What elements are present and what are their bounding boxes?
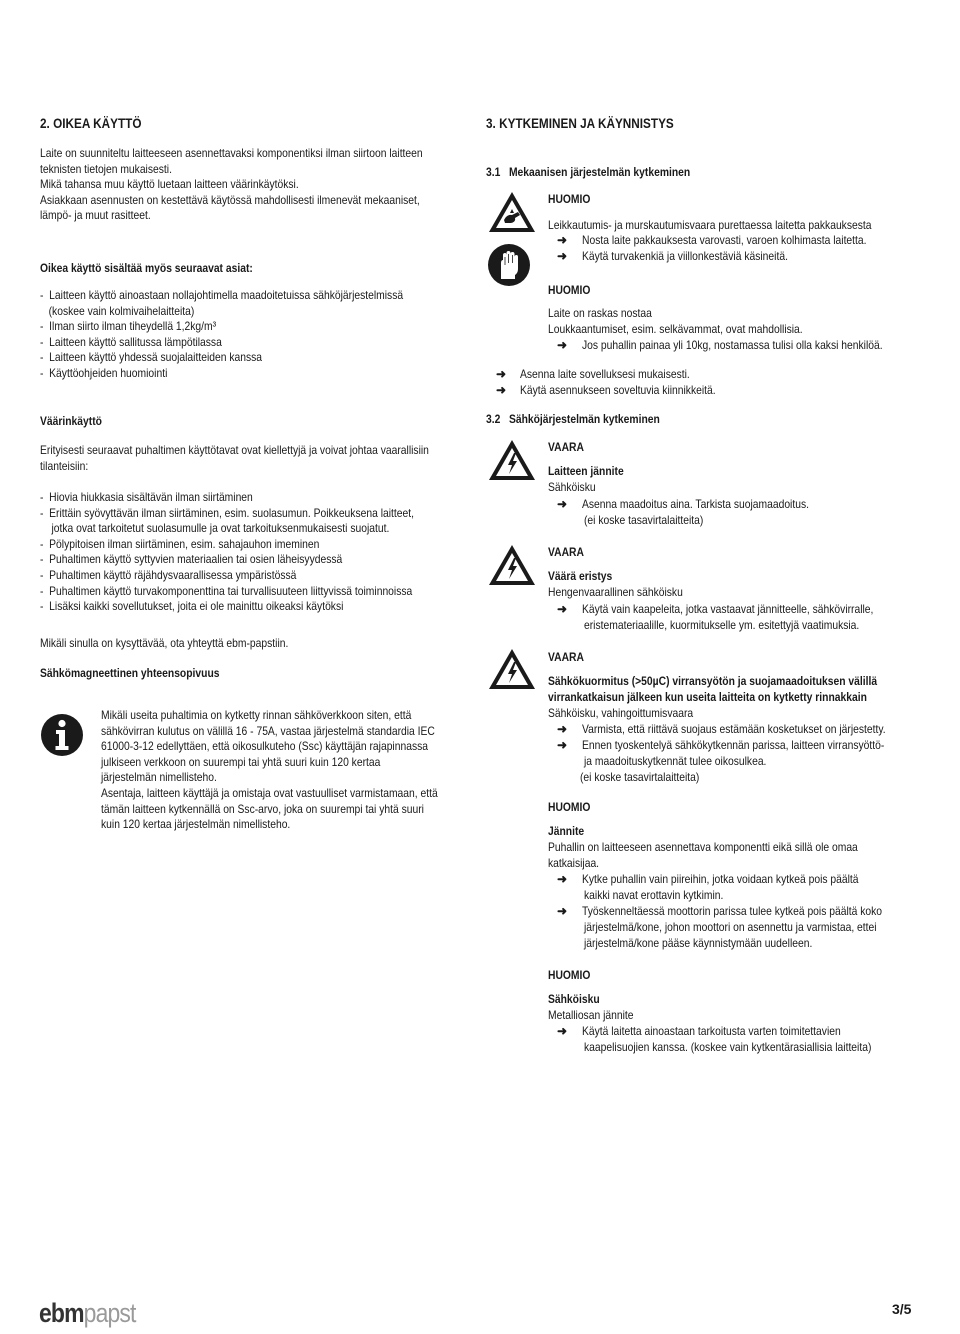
- notice-text: Metalliosan jännite: [548, 1008, 634, 1022]
- text-line: teknisten tietojen mukaisesti.: [40, 161, 172, 176]
- list-item: - Laitteen käyttö ainoastaan nollajohtimella maadoitetuissa sähköjärjestelmissä: [40, 288, 404, 302]
- high-voltage-icon: [487, 647, 537, 691]
- instruction: Asenna maadoitus aina. Tarkista suojamaadoitus.: [582, 497, 809, 511]
- instruction-note: (ei koske tasavirtalaitteita): [580, 770, 700, 784]
- high-voltage-icon: [487, 438, 537, 482]
- misuse-intro: [40, 443, 492, 474]
- instruction-continued: (ei koske tasavirtalaitteita): [584, 513, 704, 527]
- text-line: tilanteisiin:: [40, 458, 89, 473]
- list-item: - Puhaltimen käyttö räjähdysvaarallisessa ympäristössä: [40, 567, 297, 582]
- proper-use-list: [40, 288, 462, 382]
- danger-label: VAARA: [548, 650, 584, 664]
- instruction-continued: eristemateriaalille, kuormitukselle ym. esitettyjä vaatimuksia.: [584, 618, 860, 632]
- text-line: lämpö- ja muut rasitteet.: [40, 208, 151, 223]
- arrow-right-icon: ➜: [557, 1024, 568, 1038]
- list-item: - Laitteen käyttö yhdessä suojalaitteiden kanssa: [40, 350, 263, 365]
- notice-title: Sähköisku: [548, 992, 600, 1006]
- ebmpapst-logo: [39, 1298, 136, 1329]
- instruction: Käytä turvakenkiä ja viillonkestäviä käsineitä.: [582, 249, 788, 263]
- text-line: 61000-3-12 edellyttäen, että oikosulkuteho (Ssc) käyttäjän rajapinnassa: [101, 739, 429, 754]
- text-line: kuin 120 kertaa järjestelmän nimellisteho.: [101, 817, 291, 832]
- arrow-right-icon: ➜: [557, 738, 568, 752]
- misuse-heading: Väärinkäyttö: [40, 414, 102, 428]
- danger-label: VAARA: [548, 440, 584, 454]
- arrow-right-icon: ➜: [557, 872, 568, 886]
- arrow-right-icon: ➜: [557, 497, 568, 511]
- notice-text: Puhallin on laitteeseen asennettava komponentti eikä sillä ole omaa: [548, 840, 858, 854]
- list-item: (koskee vain kolmivaihelaitteita): [40, 303, 195, 318]
- text-line: sähkövirran kulutus on välillä 16 - 75A, vastaa järjestelmä standardia IEC: [101, 723, 435, 738]
- danger-subtitle: Sähköisku, vahingoittumisvaara: [548, 706, 694, 720]
- notice-label: HUOMIO: [548, 283, 591, 297]
- text-line: Laite on suunniteltu laitteeseen asennettavaksi komponentiksi ilman siirtoon laitteen: [40, 146, 423, 160]
- danger-label: VAARA: [548, 545, 584, 559]
- arrow-right-icon: ➜: [557, 249, 568, 263]
- text-line: Mikäli useita puhaltimia on kytketty rinnan sähköverkkoon siten, että: [101, 708, 412, 722]
- arrow-right-icon: ➜: [557, 904, 568, 918]
- instruction: Ennen tyoskentelyä sähkökytkennän parissa, laitteen virransyöttö-: [582, 738, 885, 752]
- list-item: - Hiovia hiukkasia sisältävän ilman siirtäminen: [40, 490, 253, 504]
- instruction: Työskenneltäessä moottorin parissa tulee kytkeä pois päältä koko: [582, 904, 883, 918]
- instruction-continued: järjestelmä/kone pääse käynnistymään uudelleen.: [584, 936, 813, 950]
- danger-title: virrankatkaisun jälkeen kun useita laitteita on kytketty rinnakkain: [548, 690, 867, 704]
- list-item: - Lisäksi kaikki sovellutukset, joita ei ole mainittu oikeaksi käytöksi: [40, 599, 344, 614]
- list-item: - Laitteen käyttö sallitussa lämpötilassa: [40, 334, 222, 349]
- text-line: Mikä tahansa muu käyttö luetaan laitteen väärinkäytöksi.: [40, 177, 299, 192]
- notice-label: HUOMIO: [548, 968, 591, 982]
- danger-title: Laitteen jännite: [548, 464, 624, 478]
- notice-text: Laite on raskas nostaa: [548, 306, 652, 320]
- text-line: Erityisesti seuraavat puhaltimen käyttötavat ovat kiellettyjä ja voivat johtaa vaarallisiin: [40, 443, 429, 457]
- proper-use-subheading: Oikea käyttö sisältää myös seuraavat asiat:: [40, 261, 253, 275]
- crush-hazard-icon: [487, 190, 537, 234]
- arrow-right-icon: ➜: [496, 383, 507, 397]
- list-item: - Pölypitoisen ilman siirtäminen, esim. sahajauhon imeminen: [40, 536, 320, 551]
- instruction-continued: järjestelmä/kone, johon moottori on asennettu ja varmistaa, ettei: [584, 920, 877, 934]
- instruction: Käytä laitetta ainoastaan tarkoitusta varten toimitettavien: [582, 1024, 841, 1038]
- text-line: Asiakkaan asennusten on kestettävä käytössä mahdollisesti ilmenevät mekaaniset,: [40, 192, 420, 207]
- page-number: 3/5: [892, 1301, 912, 1317]
- list-item: - Ilman siirto ilman tiheydellä 1,2kg/m³: [40, 319, 217, 334]
- section-3-heading: 3. KYTKEMINEN JA KÄYNNISTYS: [486, 115, 674, 131]
- instruction-continued: kaikki navat erottavin kytkimin.: [584, 888, 724, 902]
- arrow-right-icon: ➜: [496, 367, 507, 381]
- text-line: järjestelmän nimellisteho.: [101, 770, 217, 785]
- list-item: - Käyttöohjeiden huomiointi: [40, 365, 168, 380]
- arrow-right-icon: ➜: [557, 338, 568, 352]
- logo-part-light: papst: [83, 1298, 136, 1328]
- emc-paragraph: [101, 708, 493, 833]
- list-item: jotka ovat tarkoitetut suolasumulle ja ovat tarkoituksenmukaisesti suojatut.: [40, 521, 390, 536]
- contact-text: Mikäli sinulla on kysyttävää, ota yhteyttä ebm-papstiin.: [40, 636, 289, 650]
- section-2-heading: 2. OIKEA KÄYTTÖ: [40, 115, 142, 131]
- instruction: Käytä asennukseen soveltuvia kiinnikkeitä.: [520, 383, 716, 397]
- notice-text: katkaisijaa.: [548, 856, 600, 870]
- instruction: Asenna laite sovelluksesi mukaisesti.: [520, 367, 690, 381]
- emc-heading: Sähkömagneettinen yhteensopivuus: [40, 666, 220, 680]
- section-3-2-heading: 3.2 Sähköjärjestelmän kytkeminen: [486, 412, 660, 426]
- notice-text: Leikkautumis- ja murskautumisvaara purettaessa laitetta pakkauksesta: [548, 218, 872, 232]
- instruction: Varmista, että riittävä suojaus estämään kosketukset on järjestetty.: [582, 722, 886, 736]
- instruction: Käytä vain kaapeleita, jotka vastaavat jännitteelle, sähkövirralle,: [582, 602, 874, 616]
- list-item: - Erittäin syövyttävän ilman siirtäminen, esim. suolasumun. Poikkeuksena laitteet,: [40, 505, 414, 520]
- section-3-1-heading: 3.1 Mekaanisen järjestelmän kytkeminen: [486, 165, 691, 179]
- list-item: - Puhaltimen käyttö syttyvien materiaalien tai osien läheisyydessä: [40, 552, 343, 567]
- instruction: Nosta laite pakkauksesta varovasti, varoen kolhimasta laitetta.: [582, 233, 867, 247]
- notice-title: Jännite: [548, 824, 585, 838]
- text-line: Asentaja, laitteen käyttäjä ja omistaja ovat vastuulliset varmistamaan, että: [101, 785, 438, 800]
- arrow-right-icon: ➜: [557, 602, 568, 616]
- danger-title: Väärä eristys: [548, 569, 613, 583]
- notice-text: Loukkaantumiset, esim. selkävammat, ovat mahdollisia.: [548, 322, 803, 336]
- intro-paragraph: [40, 146, 485, 224]
- danger-subtitle: Hengenvaarallinen sähköisku: [548, 585, 683, 599]
- notice-label: HUOMIO: [548, 192, 591, 206]
- misuse-list: [40, 490, 475, 615]
- high-voltage-icon: [487, 543, 537, 587]
- gloves-icon: [487, 243, 531, 287]
- info-icon: [40, 713, 84, 757]
- text-line: tämän laitteen kytkennällä on Ssc-arvo, joka on suurempi tai yhtä suuri: [101, 801, 424, 816]
- arrow-right-icon: ➜: [557, 722, 568, 736]
- logo-part-dark: ebm: [39, 1298, 84, 1328]
- instruction-continued: ja maadoituskytkennät tulee oikosulkea.: [584, 754, 767, 768]
- list-item: - Puhaltimen käyttö turvakomponenttina tai turvallisuuteen liittyvissä toiminnoissa: [40, 583, 413, 598]
- instruction: Kytke puhallin vain piireihin, jotka voidaan kytkeä pois päältä: [582, 872, 859, 886]
- danger-subtitle: Sähköisku: [548, 480, 596, 494]
- instruction-continued: kaapelisuojien kanssa. (koskee vain kytkentärasiallisia laitteita): [584, 1040, 872, 1054]
- instruction: Jos puhallin painaa yli 10kg, nostamassa tulisi olla kaksi henkilöä.: [582, 338, 883, 352]
- arrow-right-icon: ➜: [557, 233, 568, 247]
- notice-label: HUOMIO: [548, 800, 591, 814]
- danger-title: Sähkökuormitus (>50µC) virransyötön ja suojamaadoituksen välillä: [548, 674, 878, 688]
- text-line: julkiseen verkkoon on suurempi tai yhtä suuri kuin 120 kertaa: [101, 754, 381, 769]
